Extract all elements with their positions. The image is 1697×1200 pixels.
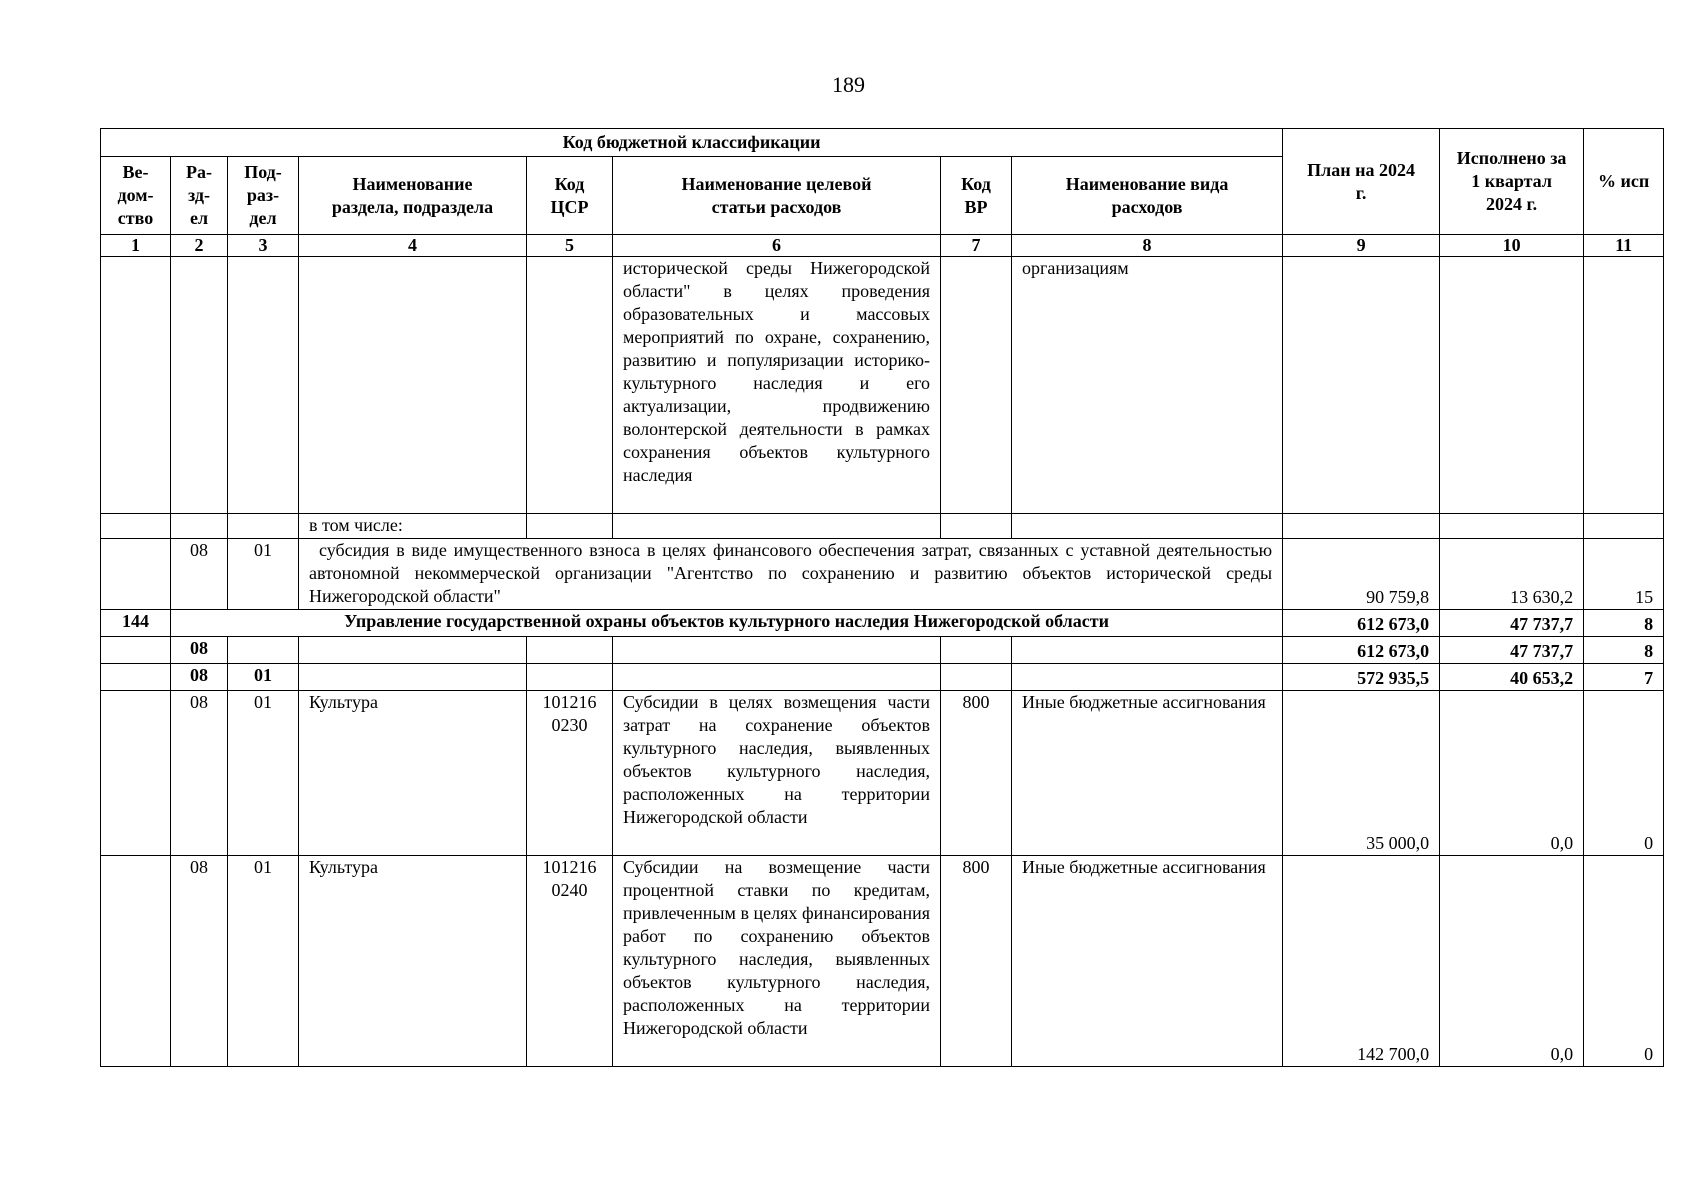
csr-code-cell: 101216 0230 (527, 691, 613, 856)
header-executed: Исполнено за 1 квартал 2024 г. (1440, 129, 1584, 235)
plan-cell: 572 935,5 (1283, 664, 1440, 691)
razdel-cell: 08 (171, 691, 228, 856)
column-number: 9 (1283, 235, 1440, 257)
column-numbers-row (101, 235, 1664, 257)
vr-code-cell: 800 (941, 691, 1012, 856)
header-plan: План на 2024 г. (1283, 129, 1440, 235)
executed-cell: 13 630,2 (1440, 539, 1584, 610)
table-row (101, 610, 1664, 637)
percent-cell: 0 (1584, 691, 1664, 856)
column-number: 2 (171, 235, 228, 257)
vr-name-cell: Иные бюджетные ассигнования (1012, 691, 1283, 856)
column-number: 8 (1012, 235, 1283, 257)
table-row (101, 637, 1664, 664)
razdel-cell: 08 (171, 637, 228, 664)
including-label: в том числе: (299, 514, 527, 539)
table-row (101, 514, 1664, 539)
podrazdel-cell: 01 (228, 691, 299, 856)
table-row (101, 257, 1664, 514)
budget-table (100, 128, 1664, 1067)
executed-cell: 0,0 (1440, 691, 1584, 856)
percent-cell: 7 (1584, 664, 1664, 691)
razdel-name-cell: Культура (299, 691, 527, 856)
plan-cell: 142 700,0 (1283, 856, 1440, 1067)
header-podrazdel: Под- раз- дел (228, 157, 299, 235)
header-razdel-name: Наименование раздела, подраздела (299, 157, 527, 235)
percent-cell: 0 (1584, 856, 1664, 1067)
razdel-cell: 08 (171, 856, 228, 1067)
column-number: 4 (299, 235, 527, 257)
header-csr: Код ЦСР (527, 157, 613, 235)
column-number: 7 (941, 235, 1012, 257)
csr-name-cell: исторической среды Нижегородской области" в целях проведения образовательных и массовых мероприятий по охране, сохранению, развитию и популяризации историко-культурного наследия и его актуализации, продвижению волонтерской деятельности в рамках сохранения объектов культурного наследия (613, 257, 941, 514)
executed-cell: 0,0 (1440, 856, 1584, 1067)
header-vr: Код ВР (941, 157, 1012, 235)
plan-cell: 612 673,0 (1283, 637, 1440, 664)
table-row (101, 691, 1664, 856)
table-row (101, 664, 1664, 691)
executed-cell: 47 737,7 (1440, 637, 1584, 664)
page-number: 189 (832, 72, 865, 97)
podrazdel-cell: 01 (228, 664, 299, 691)
vr-name-cell: Иные бюджетные ассигнования (1012, 856, 1283, 1067)
razdel-cell: 08 (171, 664, 228, 691)
department-name: Управление государственной охраны объектов культурного наследия Нижегородской области (171, 610, 1283, 637)
column-number: 11 (1584, 235, 1664, 257)
vedomstvo-cell: 144 (101, 610, 171, 637)
header-percent: % исп (1584, 129, 1664, 235)
column-number: 1 (101, 235, 171, 257)
csr-name-cell: Субсидии в целях возмещения части затрат на сохранение объектов культурного наследия, выявленных объектов культурного наследия, расположенных на территории Нижегородской области (613, 691, 941, 856)
percent-cell: 15 (1584, 539, 1664, 610)
percent-cell: 8 (1584, 610, 1664, 637)
header-csr-name: Наименование целевой статьи расходов (613, 157, 941, 235)
table-row (101, 856, 1664, 1067)
razdel-cell: 08 (171, 539, 228, 610)
executed-cell: 47 737,7 (1440, 610, 1584, 637)
header-vr-name: Наименование вида расходов (1012, 157, 1283, 235)
csr-name-cell: Субсидии на возмещение части процентной ставки по кредитам, привлеченным в целях финансирования работ по сохранению объектов культурного наследия, выявленных объектов культурного наследия, расположенных на территории Нижегородской области (613, 856, 941, 1067)
column-number: 5 (527, 235, 613, 257)
header-razdel: Ра- зд- ел (171, 157, 228, 235)
column-number: 10 (1440, 235, 1584, 257)
csr-code-cell: 101216 0240 (527, 856, 613, 1067)
vr-code-cell: 800 (941, 856, 1012, 1067)
header-budget-classification: Код бюджетной классификации (101, 129, 1283, 157)
podrazdel-cell: 01 (228, 539, 299, 610)
podrazdel-cell: 01 (228, 856, 299, 1067)
column-number: 3 (228, 235, 299, 257)
percent-cell: 8 (1584, 637, 1664, 664)
column-number: 6 (613, 235, 941, 257)
plan-cell: 90 759,8 (1283, 539, 1440, 610)
vr-name-cell: организациям (1012, 257, 1283, 514)
subsidy-description: субсидия в виде имущественного взноса в целях финансового обеспечения затрат, связанных с уставной деятельностью автономной некоммерческой организации "Агентство по сохранению и развитию объектов исторической среды Нижегородской области" (299, 539, 1283, 610)
table-row (101, 539, 1664, 610)
executed-cell: 40 653,2 (1440, 664, 1584, 691)
plan-cell: 612 673,0 (1283, 610, 1440, 637)
header-vedomstvo: Ве- дом- ство (101, 157, 171, 235)
plan-cell: 35 000,0 (1283, 691, 1440, 856)
razdel-name-cell: Культура (299, 856, 527, 1067)
